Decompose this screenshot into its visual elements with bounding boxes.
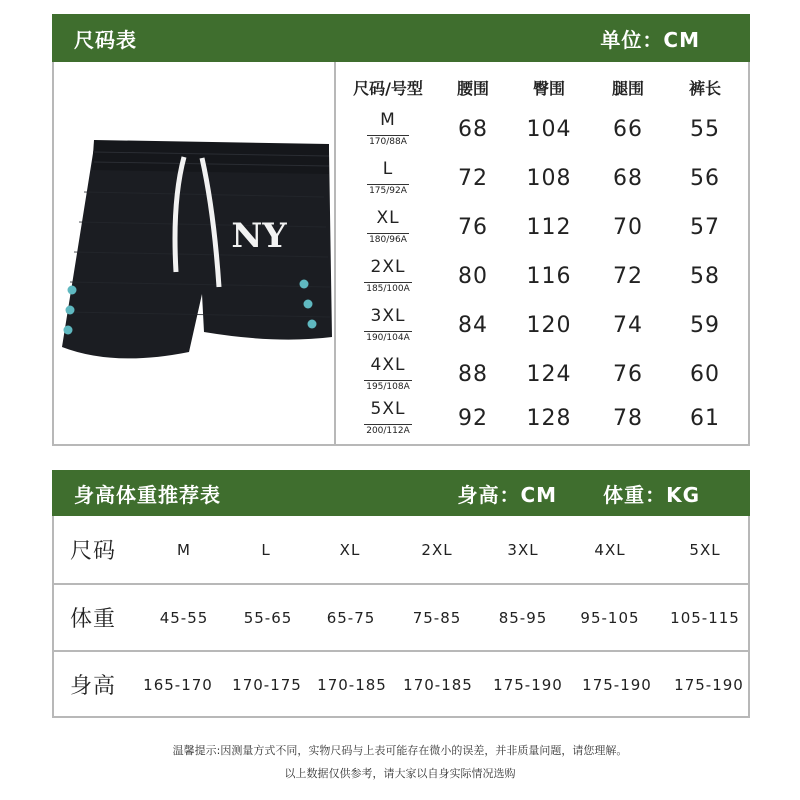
col-header-length: 裤长 [688, 78, 721, 98]
ny-logo-icon: NY [231, 216, 287, 256]
recommend-height-row [54, 650, 748, 717]
rec-weight: 85-95 [498, 608, 548, 627]
waist-value: 72 [458, 165, 488, 191]
rec-size: 2XL [421, 540, 453, 559]
row-label-weight: 体重 [70, 607, 117, 632]
rec-weight: 105-115 [670, 608, 740, 627]
thigh-value: 70 [613, 214, 643, 240]
length-value: 61 [690, 405, 720, 431]
col-header-waist: 腰围 [456, 78, 489, 98]
size-code: 195/108A [366, 381, 410, 392]
thigh-value: 76 [613, 361, 643, 387]
table-row [338, 395, 748, 441]
note-line-1: 温馨提示:因测量方式不同，实物尺码与上表可能存在微小的误差，并非质量问题，请您理解。 [172, 744, 628, 757]
hip-value: 120 [526, 312, 572, 338]
length-value: 59 [690, 312, 720, 338]
size-code: 170/88A [369, 136, 407, 147]
table-row [338, 351, 748, 397]
rec-height: 170-185 [317, 675, 387, 694]
length-value: 56 [690, 165, 720, 191]
size-code: 185/100A [366, 283, 410, 294]
hip-value: 128 [526, 405, 572, 431]
table-row [338, 253, 748, 299]
size-code: 190/104A [366, 332, 410, 343]
rec-size: L [261, 540, 271, 559]
size-name: 4XL [370, 354, 406, 375]
rec-height: 170-175 [232, 675, 302, 694]
size-name: XL [376, 207, 400, 228]
table-row [338, 155, 748, 201]
thigh-value: 66 [613, 116, 643, 142]
size-name: 5XL [370, 398, 406, 419]
thigh-value: 72 [613, 263, 643, 289]
rec-height: 165-170 [143, 675, 213, 694]
thigh-value: 68 [613, 165, 643, 191]
recommend-weight-row [54, 583, 748, 650]
size-code: 200/112A [366, 425, 410, 436]
rec-height: 175-190 [582, 675, 652, 694]
thigh-value: 78 [613, 405, 643, 431]
size-grid [338, 62, 748, 444]
weight-unit: 体重：KG [603, 482, 700, 507]
waist-value: 92 [458, 405, 488, 431]
rec-height: 175-190 [674, 675, 744, 694]
col-header-thigh: 腿围 [611, 78, 644, 98]
size-name: M [380, 109, 396, 130]
rec-height: 170-185 [403, 675, 473, 694]
recommend-table-panel [52, 516, 750, 718]
size-name: 2XL [370, 256, 406, 277]
waist-value: 76 [458, 214, 488, 240]
waist-value: 80 [458, 263, 488, 289]
rec-size: M [177, 540, 191, 559]
rec-height: 175-190 [493, 675, 563, 694]
hip-value: 104 [526, 116, 572, 142]
size-table-header [52, 14, 750, 62]
size-code: 175/92A [369, 185, 407, 196]
col-header-hip: 臀围 [532, 78, 565, 98]
table-row [338, 106, 748, 152]
length-value: 60 [690, 361, 720, 387]
height-unit: 身高：CM [457, 482, 558, 507]
rec-size: 5XL [689, 540, 721, 559]
rec-size: 4XL [594, 540, 626, 559]
recommend-table-title: 身高体重推荐表 [74, 482, 221, 507]
size-table-panel [52, 62, 750, 446]
note-line-2: 以上数据仅供参考，请大家以自身实际情况选购 [284, 767, 516, 780]
hip-value: 108 [526, 165, 572, 191]
rec-weight: 75-85 [412, 608, 462, 627]
length-value: 57 [690, 214, 720, 240]
rec-weight: 45-55 [159, 608, 209, 627]
product-photo [54, 62, 336, 444]
rec-size: XL [339, 540, 361, 559]
waist-value: 84 [458, 312, 488, 338]
waistband [92, 140, 329, 174]
size-name: 3XL [370, 305, 406, 326]
rec-weight: 95-105 [580, 608, 640, 627]
hip-value: 112 [526, 214, 572, 240]
size-code: 180/96A [369, 234, 407, 245]
size-name: L [382, 158, 394, 179]
row-label-height: 身高 [70, 674, 117, 699]
waist-value: 68 [458, 116, 488, 142]
length-value: 55 [690, 116, 720, 142]
size-grid-header-row [338, 72, 748, 102]
row-label-size: 尺码 [70, 539, 117, 564]
thigh-value: 74 [613, 312, 643, 338]
size-table-title: 尺码表 [74, 27, 137, 52]
table-row [338, 302, 748, 348]
recommend-size-row [54, 516, 748, 583]
shorts-illustration [54, 62, 336, 444]
rec-weight: 65-75 [326, 608, 376, 627]
rec-size: 3XL [507, 540, 539, 559]
rec-weight: 55-65 [243, 608, 293, 627]
table-row [338, 204, 748, 250]
length-value: 58 [690, 263, 720, 289]
recommend-table-header [52, 470, 750, 516]
hip-value: 124 [526, 361, 572, 387]
col-header-size: 尺码/号型 [353, 78, 423, 98]
hip-value: 116 [526, 263, 572, 289]
size-table-unit: 单位：CM [600, 27, 700, 52]
waist-value: 88 [458, 361, 488, 387]
